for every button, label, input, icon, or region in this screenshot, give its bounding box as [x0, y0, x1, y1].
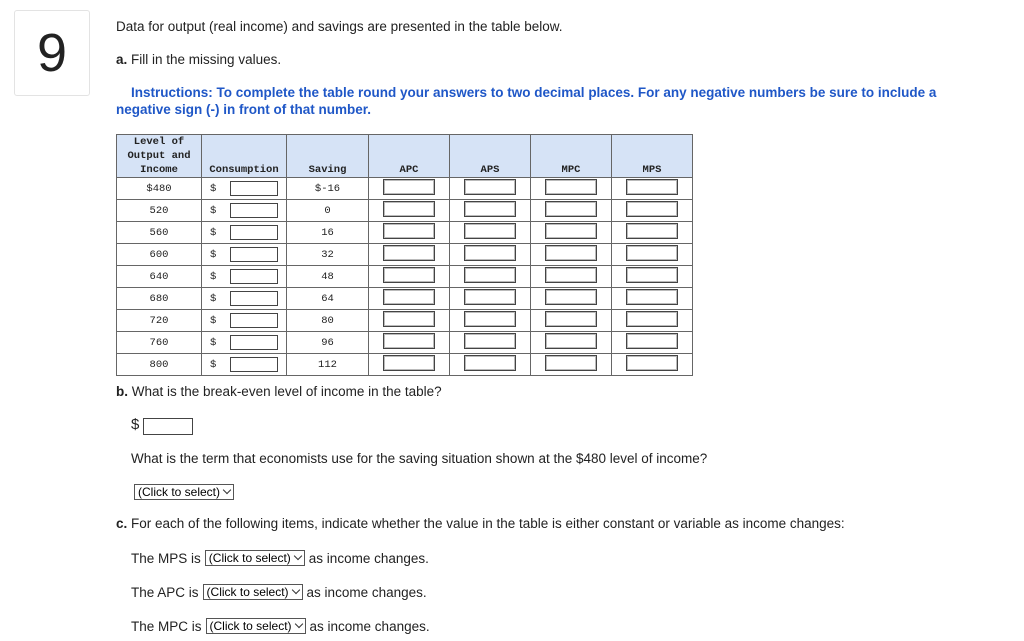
consumption-cell	[202, 354, 287, 376]
mpc-input[interactable]	[545, 333, 597, 349]
consumption-dollar-sign: $	[210, 358, 217, 371]
header-income	[117, 135, 202, 178]
saving-cell: 16	[287, 222, 369, 244]
consumption-dollar-sign: $	[210, 226, 217, 239]
part-c-item-prefix: The APC is	[131, 584, 199, 600]
aps-input[interactable]	[464, 223, 516, 239]
saving-cell: 64	[287, 288, 369, 310]
header-income-line2: Output and	[127, 150, 191, 162]
consumption-input[interactable]	[230, 291, 278, 306]
aps-input[interactable]	[464, 333, 516, 349]
mps-input[interactable]	[626, 179, 678, 195]
part-c-select-value: (Click to select)	[208, 551, 291, 565]
consumption-cell	[202, 200, 287, 222]
income-cell: 600	[117, 244, 202, 266]
header-income-line3: Income	[140, 164, 178, 176]
apc-cell	[369, 178, 450, 200]
consumption-cell	[202, 310, 287, 332]
income-cell: 800	[117, 354, 202, 376]
header-mps: MPS	[612, 135, 693, 178]
consumption-cell	[202, 332, 287, 354]
mpc-cell	[531, 266, 612, 288]
saving-cell: 0	[287, 200, 369, 222]
part-c-item-suffix: as income changes.	[306, 584, 427, 600]
part-c-select[interactable]	[203, 584, 303, 600]
part-c-item-suffix: as income changes.	[308, 550, 429, 566]
table-row	[117, 200, 693, 222]
mps-cell	[612, 310, 693, 332]
apc-input[interactable]	[383, 267, 435, 283]
table-row	[117, 178, 693, 200]
income-cell: 520	[117, 200, 202, 222]
part-c-label: c.	[116, 516, 128, 531]
aps-cell	[450, 222, 531, 244]
chevron-down-icon	[294, 620, 302, 628]
mpc-cell	[531, 178, 612, 200]
aps-cell	[450, 244, 531, 266]
mps-input[interactable]	[626, 289, 678, 305]
header-income-line1: Level of	[133, 136, 185, 148]
part-b-prompt	[116, 384, 442, 399]
part-b-question2: What is the term that economists use for the saving situation shown at the $480 level of income?	[131, 451, 708, 466]
aps-cell	[450, 310, 531, 332]
part-c-prompt	[116, 516, 845, 531]
mps-input[interactable]	[626, 223, 678, 239]
mps-cell	[612, 354, 693, 376]
part-c-select[interactable]	[206, 618, 306, 634]
saving-cell: 112	[287, 354, 369, 376]
table-row	[117, 222, 693, 244]
apc-cell	[369, 244, 450, 266]
consumption-dollar-sign: $	[210, 314, 217, 327]
mpc-cell	[531, 244, 612, 266]
mps-input[interactable]	[626, 311, 678, 327]
saving-term-select[interactable]	[134, 484, 234, 500]
part-a-label: a.	[116, 52, 128, 67]
mpc-cell	[531, 332, 612, 354]
income-cell: 720	[117, 310, 202, 332]
part-c-text: For each of the following items, indicate whether the value in the table is either constant or variable as income changes:	[131, 516, 845, 531]
apc-input[interactable]	[383, 289, 435, 305]
part-a-text: Fill in the missing values.	[131, 52, 282, 67]
consumption-cell	[202, 288, 287, 310]
mpc-input[interactable]	[545, 355, 597, 371]
consumption-input[interactable]	[230, 203, 278, 218]
apc-cell	[369, 332, 450, 354]
aps-input[interactable]	[464, 289, 516, 305]
consumption-dollar-sign: $	[210, 248, 217, 261]
mps-cell	[612, 222, 693, 244]
mps-cell	[612, 266, 693, 288]
mpc-input[interactable]	[545, 223, 597, 239]
break-even-dollar-sign: $	[131, 416, 140, 433]
mps-cell	[612, 332, 693, 354]
table-row	[117, 244, 693, 266]
consumption-cell	[202, 222, 287, 244]
aps-input[interactable]	[464, 245, 516, 261]
mpc-cell	[531, 288, 612, 310]
mps-cell	[612, 244, 693, 266]
mpc-input[interactable]	[545, 179, 597, 195]
consumption-input[interactable]	[230, 247, 278, 262]
mps-input[interactable]	[626, 355, 678, 371]
mpc-input[interactable]	[545, 245, 597, 261]
consumption-input[interactable]	[230, 313, 278, 328]
instructions-line-2: negative sign (-) in front of that number.	[116, 102, 371, 117]
mps-cell	[612, 178, 693, 200]
chevron-down-icon	[291, 586, 299, 594]
header-mpc: MPC	[531, 135, 612, 178]
saving-cell: 96	[287, 332, 369, 354]
consumption-dollar-sign: $	[210, 336, 217, 349]
break-even-input[interactable]	[143, 418, 193, 435]
consumption-dollar-sign: $	[210, 270, 217, 283]
saving-cell: 80	[287, 310, 369, 332]
mpc-input[interactable]	[545, 289, 597, 305]
part-c-item	[131, 584, 427, 600]
part-c-select-value: (Click to select)	[206, 585, 289, 599]
part-c-select[interactable]	[205, 550, 305, 566]
aps-cell	[450, 178, 531, 200]
data-table	[116, 134, 693, 376]
part-c-select-value: (Click to select)	[209, 619, 292, 633]
mps-cell	[612, 288, 693, 310]
income-cell: $480	[117, 178, 202, 200]
consumption-input[interactable]	[230, 269, 278, 284]
saving-cell: $-16	[287, 178, 369, 200]
apc-cell	[369, 354, 450, 376]
consumption-input[interactable]	[230, 335, 278, 350]
income-cell: 560	[117, 222, 202, 244]
part-b-text: What is the break-even level of income in the table?	[131, 384, 442, 399]
consumption-dollar-sign: $	[210, 182, 217, 195]
mpc-cell	[531, 354, 612, 376]
instructions	[116, 84, 986, 118]
apc-input[interactable]	[383, 223, 435, 239]
aps-cell	[450, 288, 531, 310]
mpc-input[interactable]	[545, 311, 597, 327]
question-number: 9	[14, 10, 90, 96]
mpc-cell	[531, 200, 612, 222]
consumption-input[interactable]	[230, 357, 278, 372]
aps-cell	[450, 332, 531, 354]
table-row	[117, 266, 693, 288]
apc-cell	[369, 288, 450, 310]
header-apc: APC	[369, 135, 450, 178]
mps-input[interactable]	[626, 333, 678, 349]
consumption-cell	[202, 178, 287, 200]
aps-cell	[450, 354, 531, 376]
apc-cell	[369, 310, 450, 332]
header-saving: Saving	[287, 135, 369, 178]
income-cell: 760	[117, 332, 202, 354]
chevron-down-icon	[223, 486, 231, 494]
mps-input[interactable]	[626, 201, 678, 217]
mpc-input[interactable]	[545, 267, 597, 283]
table-row	[117, 310, 693, 332]
mps-input[interactable]	[626, 267, 678, 283]
consumption-dollar-sign: $	[210, 292, 217, 305]
consumption-cell	[202, 266, 287, 288]
part-c-item	[131, 550, 429, 566]
aps-cell	[450, 266, 531, 288]
aps-cell	[450, 200, 531, 222]
header-consumption: Consumption	[202, 135, 287, 178]
mpc-cell	[531, 222, 612, 244]
consumption-input[interactable]	[230, 181, 278, 196]
part-c-item-prefix: The MPC is	[131, 618, 202, 634]
part-b-label: b.	[116, 384, 128, 399]
part-c-item-suffix: as income changes.	[309, 618, 430, 634]
apc-cell	[369, 200, 450, 222]
consumption-input[interactable]	[230, 225, 278, 240]
apc-cell	[369, 266, 450, 288]
aps-input[interactable]	[464, 267, 516, 283]
aps-input[interactable]	[464, 311, 516, 327]
income-cell: 680	[117, 288, 202, 310]
intro-text: Data for output (real income) and savings are presented in the table below.	[116, 19, 563, 34]
header-aps: APS	[450, 135, 531, 178]
mpc-input[interactable]	[545, 201, 597, 217]
chevron-down-icon	[294, 552, 302, 560]
consumption-dollar-sign: $	[210, 204, 217, 217]
apc-input[interactable]	[383, 355, 435, 371]
mps-cell	[612, 200, 693, 222]
mps-input[interactable]	[626, 245, 678, 261]
apc-input[interactable]	[383, 245, 435, 261]
instructions-line-1: Instructions: To complete the table round your answers to two decimal places. For any negative numbers be sure to include a	[131, 85, 937, 100]
table-row	[117, 332, 693, 354]
consumption-cell	[202, 244, 287, 266]
saving-cell: 48	[287, 266, 369, 288]
mpc-cell	[531, 310, 612, 332]
part-c-item-prefix: The MPS is	[131, 550, 201, 566]
saving-term-select-value: (Click to select)	[138, 485, 221, 499]
part-c-item	[131, 618, 430, 634]
part-a-prompt	[116, 52, 281, 67]
table-row	[117, 288, 693, 310]
saving-cell: 32	[287, 244, 369, 266]
apc-input[interactable]	[383, 311, 435, 327]
aps-input[interactable]	[464, 201, 516, 217]
table-row	[117, 354, 693, 376]
apc-input[interactable]	[383, 179, 435, 195]
apc-cell	[369, 222, 450, 244]
income-cell: 640	[117, 266, 202, 288]
apc-input[interactable]	[383, 201, 435, 217]
apc-input[interactable]	[383, 333, 435, 349]
aps-input[interactable]	[464, 179, 516, 195]
aps-input[interactable]	[464, 355, 516, 371]
